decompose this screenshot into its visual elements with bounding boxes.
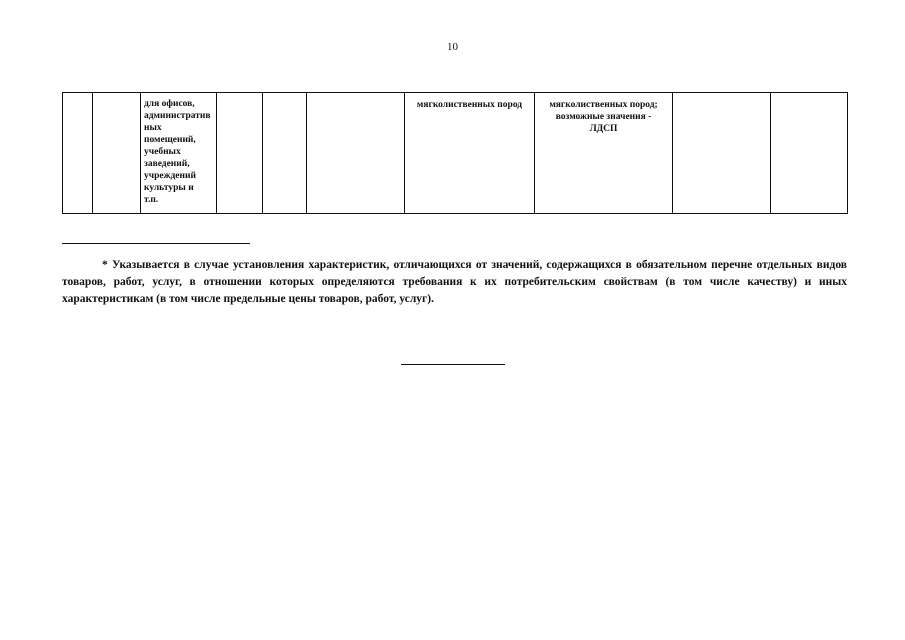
table-cell-1 [63, 93, 93, 214]
table-cell-material: мягколиственных пород [405, 93, 535, 214]
table-cell-9 [673, 93, 771, 214]
table-cell-10 [771, 93, 848, 214]
page-number: 10 [447, 41, 458, 53]
requirements-table [62, 92, 848, 214]
table-cell-5 [263, 93, 307, 214]
table-cell-6 [307, 93, 405, 214]
table-cell-material-options: мягколиственных пород; возможные значения - ЛДСП [535, 93, 673, 214]
table-row [63, 93, 848, 214]
footnote-text: * Указывается в случае установления характеристик, отличающихся от значений, содержащихся в обязательном перечне отдельных видов товаров, работ, услуг, в отношении которых определяются требования к их потребительским свойствам (в том числе качеству) и иных характеристикам (в том числе предельные цены товаров, работ, услуг). [62, 259, 847, 305]
table-cell-4 [217, 93, 263, 214]
footnote-separator [62, 243, 250, 244]
table-cell-2 [93, 93, 141, 214]
end-of-document-line [401, 364, 505, 365]
table-cell-purpose: для офисов, административ ных помещений, учебных заведений, учреждений культуры и т.п. [141, 93, 217, 214]
